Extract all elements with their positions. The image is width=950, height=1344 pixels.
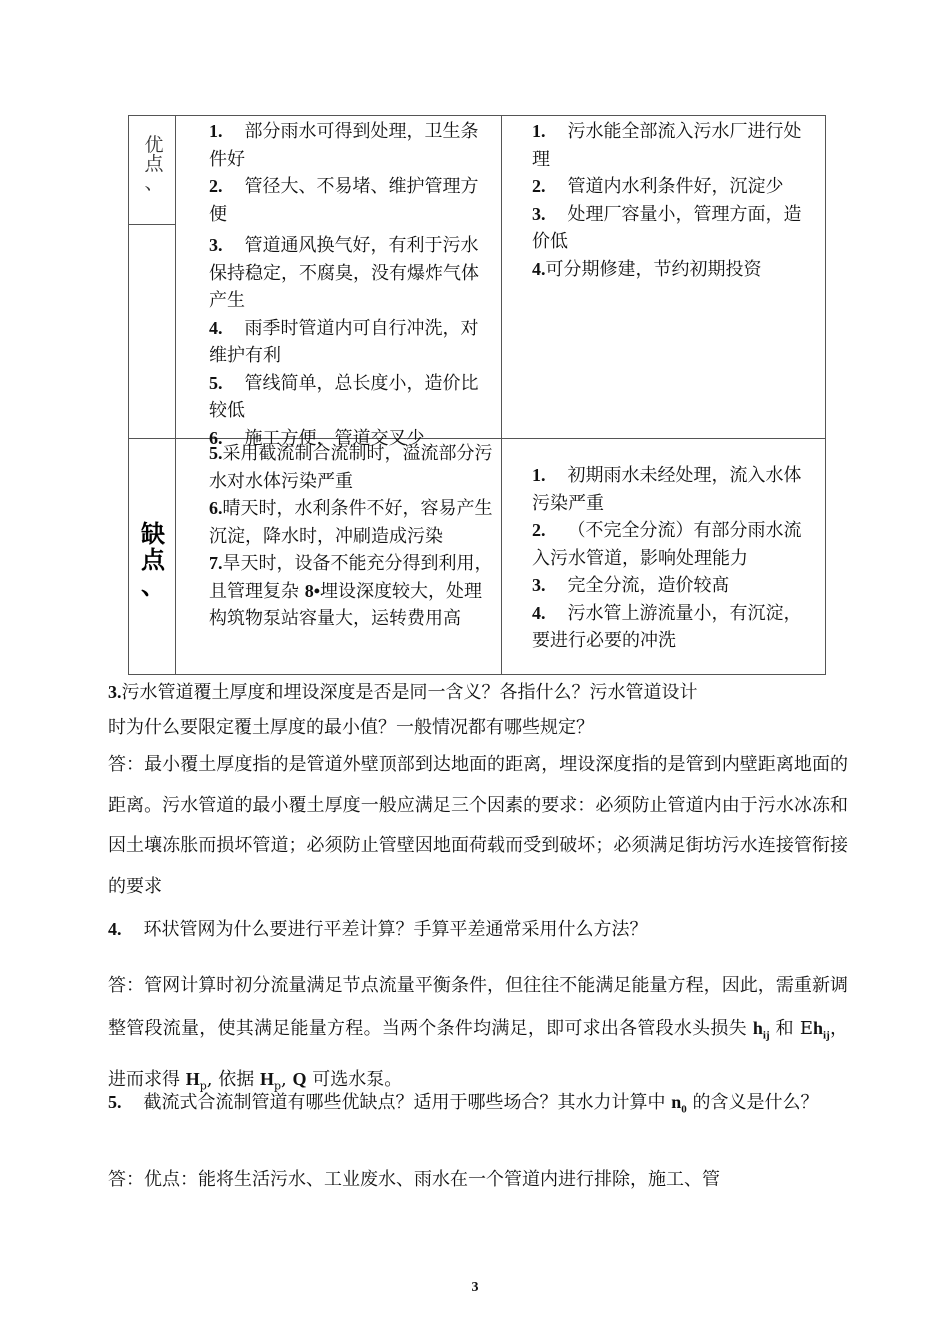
label-char: 、 [144,172,164,194]
list-item: 4.可分期修建，节约初期投资 [532,258,762,280]
question-text: 5. 截流式合流制管道有哪些优缺点？适用于哪些场合？其水力计算中 $n_0$ 的含义是什么？ [108,1092,819,1116]
label-char: 优 [144,134,164,156]
table-row-divider-1 [129,224,175,225]
label-char: 点 [144,153,164,175]
list-item: 2. 管道内水利条件好，沉淀少 [532,176,784,197]
table-divider-2 [501,116,502,674]
label-char: 缺 [141,519,165,548]
list-item: 1. 初期雨水未经处理，流入水体污染严重 [532,465,802,514]
label-char: 、 [141,571,165,600]
list-item: 3. 管道通风换气好，有利于污水保持稳定，不腐臭，没有爆炸气体产生 [209,235,479,311]
pros-left-cell [209,118,494,449]
table-divider-1 [175,116,176,674]
pros-right-cell [532,118,819,436]
list-item: 1. 部分雨水可得到处理，卫生条件好 [209,121,479,170]
list-item: 1. 污水能全部流入污水厂进行处理 [532,121,802,170]
list-item: 3. 处理厂容量小，管理方面，造价低 [532,203,802,252]
list-item: 4. 雨季时管道内可自行冲洗，对维护有利 [209,317,479,366]
answer-text: 答：优点：能将生活污水、工业废水、雨水在一个管道内进行排除，施工、管 [108,1169,720,1190]
question-4 [108,912,848,947]
answer-text: 答：管网计算时初分流量满足节点流量平衡条件，但往往不能满足能量方程，因此，需重新调整管段流量，使其满足能量方程。当两个条件均满足，即可求出各管段水头损失 $h_{ij}$ 和 $Eh_{ij}$， 进而求得 $H_p$, 依据 $H_p$, Q 可选水泵。 [108,975,849,1093]
page-number: 3 [471,1280,479,1295]
answer-text: 答：最小覆土厚度指的是管道外壁顶部到达地面的距离，埋设深度指的是管到内壁距离地面的距离。污水管道的最小覆土厚度一般应满足三个因素的要求：必须防止管道内由于污水冰冻和因土壤冻胀而损坏管道；必须防止管壁因地面荷载而受到破坏；必须满足街坊污水连接管衔接的要求 [108,754,848,897]
question-3 [108,675,848,745]
list-item: 2. 管径大、不易堵、维护管理方便 [209,176,479,225]
question-text: 3.污水管道覆土厚度和埋设深度是否是同一含义？各指什么？污水管道设计 [108,682,698,703]
list-item: 3. 完全分流，造价较髙 [532,575,730,596]
cons-right-cell [532,462,819,672]
answer-3 [108,745,848,907]
cons-left-cell [209,440,494,672]
question-text: 4. 环状管网为什么要进行平差计算？手算平差通常采用什么方法？ [108,919,648,940]
question-text: 时为什么要限定覆土厚度的最小值？一般情况都有哪些规定？ [108,717,594,738]
question-5 [108,1082,848,1130]
comparison-table [128,115,826,675]
list-item: 6. 施工方便，管道交叉少 [209,427,425,449]
list-item: 5. 管线简单，总长度小，造价比较低 [209,372,479,421]
list-item: 2. （不完全分流）有部分雨水流入污水管道，影响处理能力 [532,520,802,569]
answer-5 [108,1162,848,1197]
list-item: 4. 污水管上游流量小，有沉淀，要进行必要的冲洗 [532,602,802,651]
list-item: 6.晴天时，水利条件不好，容易产生沉淀，降水时，冲刷造成污染 [209,498,493,547]
label-char: 点 [141,545,165,574]
list-item: 5.采用截流制合流制时，溢流部分污水对水体污染严重 [209,443,493,492]
list-item: 7.旱天时，设备不能充分得到利用，且管理复杂 8•埋设深度较大，处理构筑物泵站容量大，运转费用高 [209,553,493,629]
row-label-cons [135,521,171,599]
row-label-pros [139,136,169,193]
